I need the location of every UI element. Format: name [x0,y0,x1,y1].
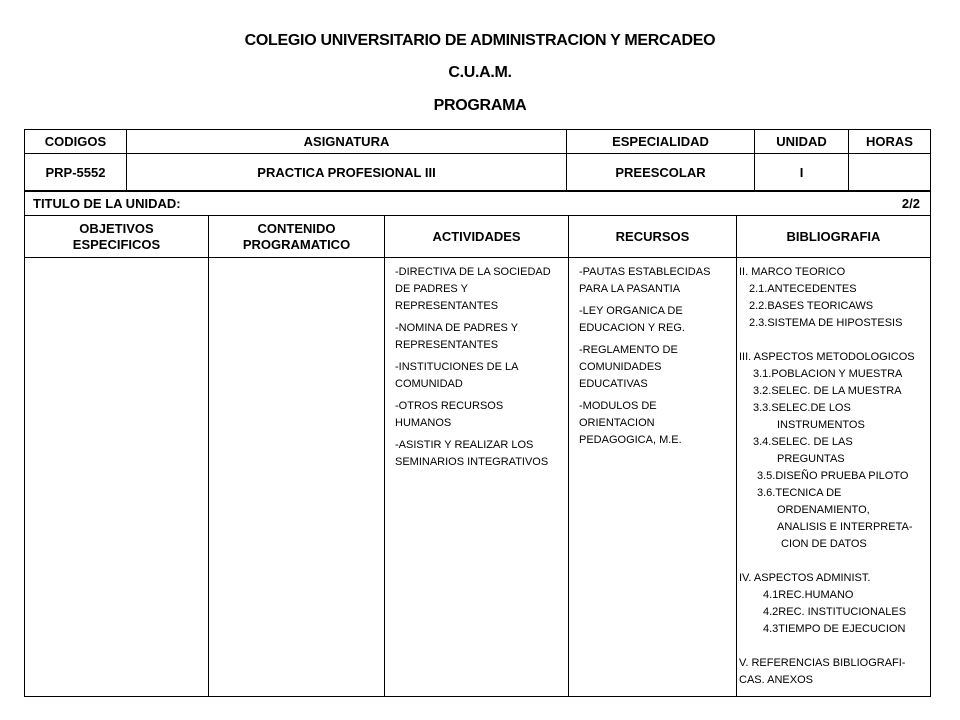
outline-item: ANALISIS E INTERPRETA- [777,521,913,533]
outline-item: 3.6.TECNICA DE [757,487,842,499]
header-objetivos-line2: ESPECIFICOS [72,236,161,252]
unit-title-table [24,191,931,216]
objetivos-cell [25,258,209,697]
outline-section: IV. ASPECTOS ADMINIST. [739,572,871,584]
program-table [24,215,931,697]
unit-title-row [25,192,931,216]
list-item: -ASISTIR Y REALIZAR LOS SEMINARIOS INTEGRATIVOS [395,439,549,468]
outline-item: 3.3.SELEC.DE LOS [753,402,851,414]
document-type-title: PROGRAMA [433,97,527,114]
outline-item: INSTRUMENTOS [777,419,865,431]
codes-header-row [25,130,931,154]
recursos-list [569,258,736,449]
actividades-list [385,258,568,471]
value-especialidad: PREESCOLAR [567,154,755,191]
header-horas: HORAS [849,130,931,154]
codes-value-row [25,154,931,191]
outline-item: PREGUNTAS [777,453,845,465]
outline-item: 2.1.ANTECEDENTES [749,283,857,295]
value-asignatura: PRACTICA PROFESIONAL III [127,154,567,191]
outline-section: CAS. ANEXOS [739,674,813,686]
outline-item: 4.3TIEMPO DE EJECUCION [763,623,906,635]
outline-section: II. MARCO TEORICO [739,266,846,278]
recursos-cell [569,258,737,697]
outline-item: 3.2.SELEC. DE LA MUESTRA [753,385,902,397]
list-item: -REGLAMENTO DE COMUNIDADES EDUCATIVAS [579,344,678,390]
list-item: -LEY ORGANICA DE EDUCACION Y REG. [579,305,685,334]
program-body-row [25,258,931,697]
bibliografia-outline [737,258,930,689]
header-recursos: RECURSOS [569,216,737,258]
outline-item: 2.2.BASES TEORICAWS [749,300,874,312]
outline-section: III. ASPECTOS METODOLOGICOS [739,351,915,363]
header-contenido-line1: CONTENIDO [257,220,336,236]
contenido-cell [209,258,385,697]
outline-item: ORDENAMIENTO, [777,504,870,516]
list-item: -INSTITUCIONES DE LA COMUNIDAD [395,361,518,390]
outline-item: 4.2REC. INSTITUCIONALES [763,606,907,618]
page-indicator: 2/2 [625,192,931,216]
list-item: -MODULOS DE ORIENTACION PEDAGOGICA, M.E. [579,400,682,446]
outline-item: 3.5.DISEÑO PRUEBA PILOTO [757,470,909,482]
institution-acronym: C.U.A.M. [448,64,512,81]
value-unidad: I [755,154,849,191]
outline-item: CION DE DATOS [781,538,867,550]
outline-item: 4.1REC.HUMANO [763,589,854,601]
header-objetivos [25,216,209,258]
header-bibliografia: BIBLIOGRAFIA [737,216,931,258]
bibliografia-cell [737,258,931,697]
actividades-cell [385,258,569,697]
header-codigos: CODIGOS [25,130,127,154]
value-horas [849,154,931,191]
list-item: -PAUTAS ESTABLECIDAS PARA LA PASANTIA [579,266,711,295]
list-item: -DIRECTIVA DE LA SOCIEDAD DE PADRES Y REPRESENTANTES [395,266,551,312]
header-asignatura: ASIGNATURA [127,130,567,154]
codes-table [24,129,931,191]
list-item: -NOMINA DE PADRES Y REPRESENTANTES [395,322,518,351]
outline-item: 3.4.SELEC. DE LAS [753,436,853,448]
outline-section: V. REFERENCIAS BIBLIOGRAFI- [739,657,906,669]
header-contenido [209,216,385,258]
unit-title-label: TITULO DE LA UNIDAD: [25,192,625,216]
header-contenido-line2: PROGRAMATICO [242,236,351,252]
list-item: -OTROS RECURSOS HUMANOS [395,400,504,429]
outline-item: 3.1.POBLACION Y MUESTRA [753,368,903,380]
program-header-row [25,216,931,258]
value-codigo: PRP-5552 [25,154,127,191]
institution-title: COLEGIO UNIVERSITARIO DE ADMINISTRACION Y MERCADEO [244,32,716,49]
header-especialidad: ESPECIALIDAD [567,130,755,154]
outline-item: 2.3.SISTEMA DE HIPOSTESIS [749,317,903,329]
header-unidad: UNIDAD [755,130,849,154]
header-objetivos-line1: OBJETIVOS [79,220,154,236]
header-actividades: ACTIVIDADES [385,216,569,258]
